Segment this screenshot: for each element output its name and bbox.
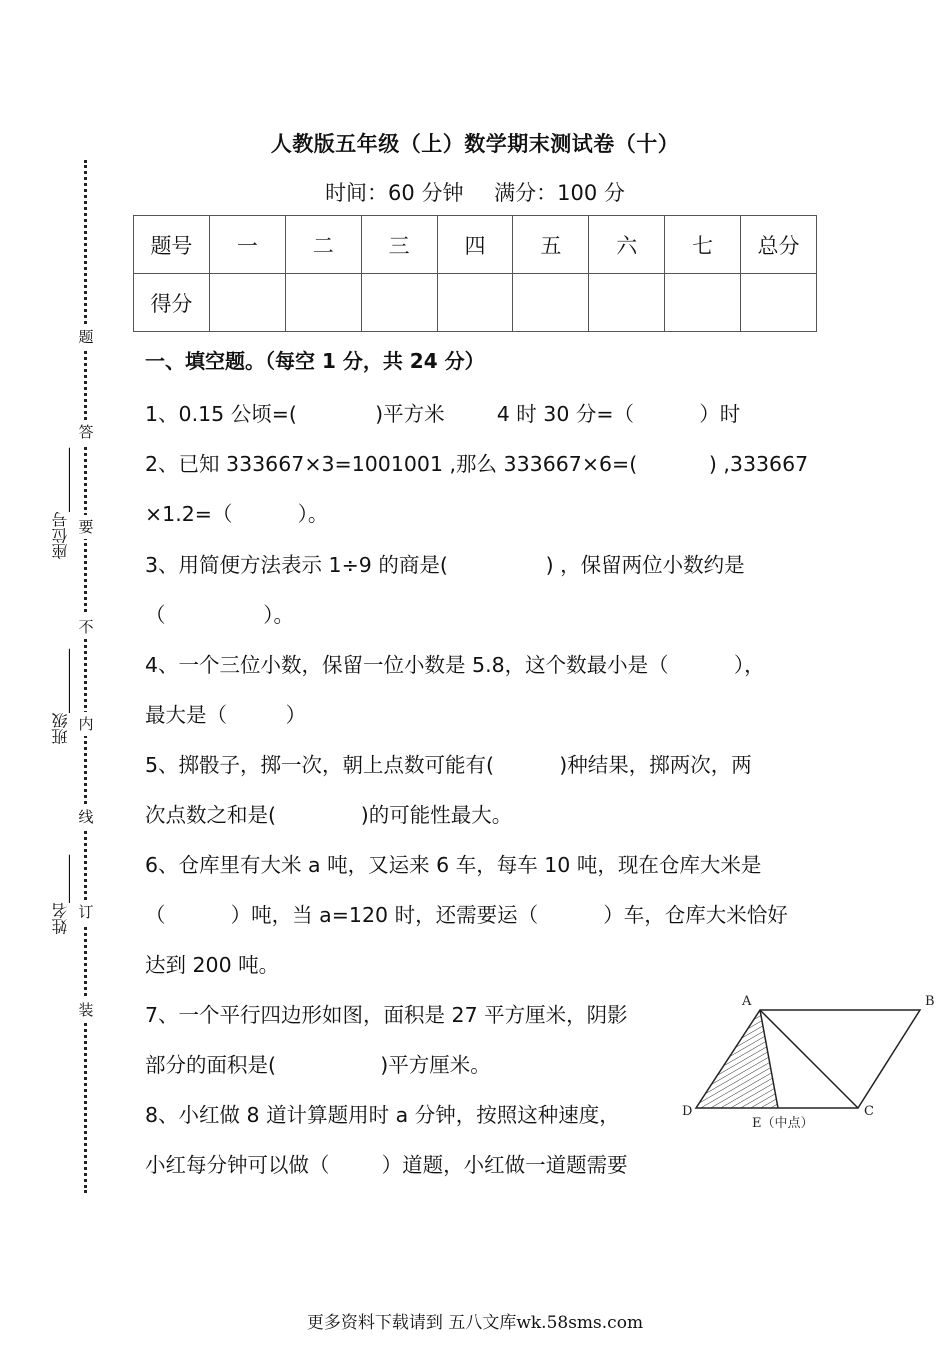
vertex-label-a: A <box>742 994 752 1009</box>
question-line: 次点数之和是( )的可能性最大。 <box>145 803 513 827</box>
score-input-cell[interactable] <box>665 274 741 332</box>
score-table-cell: 二 <box>285 216 361 274</box>
seat-number-field: 座位号________ <box>51 447 70 560</box>
question-line: 7、一个平行四边形如图，面积是 27 平方厘米，阴影 <box>145 1003 628 1027</box>
score-table-cell: 题号 <box>134 216 210 274</box>
binding-char: 装 <box>78 998 94 1022</box>
score-table-cell: 七 <box>665 216 741 274</box>
score-input-cell[interactable] <box>437 274 513 332</box>
name-label: 姓名 <box>51 902 70 935</box>
class-field: 班级________ <box>51 648 70 745</box>
question-line: （ ）吨，当 a=120 时，还需要运（ ）车，仓库大米恰好 <box>145 903 788 927</box>
question-line: 2、已知 333667×3=1001001 ,那么 333667×6=( ) ,333667 <box>145 452 809 476</box>
question-line: 部分的面积是( )平方厘米。 <box>145 1053 491 1077</box>
footer-text: 更多资料下载请到 五八文库wk.58sms.com <box>306 1313 644 1333</box>
question-line: 5、掷骰子，掷一次，朝上点数可能有( )种结果，掷两次，两 <box>145 753 752 777</box>
score-table <box>133 215 817 332</box>
question-line: 3、用简便方法表示 1÷9 的商是( ) ，保留两位小数约是 <box>145 553 745 577</box>
score-table-cell: 六 <box>589 216 665 274</box>
binding-char: 订 <box>78 900 94 924</box>
name-field: 姓名______ <box>51 854 70 935</box>
binding-char: 要 <box>78 515 94 539</box>
question-line: 6、仓库里有大米 a 吨，又运来 6 车，每车 10 吨，现在仓库大米是 <box>145 853 762 877</box>
question-line: 达到 200 吨。 <box>145 953 280 977</box>
binding-char: 线 <box>78 805 94 829</box>
score-table-cell: 三 <box>361 216 437 274</box>
question-line: 小红每分钟可以做（ ）道题，小红做一道题需要 <box>145 1153 628 1177</box>
score-input-cell[interactable] <box>209 274 285 332</box>
score-row-label: 得分 <box>134 274 210 332</box>
exam-time: 时间：60 分钟 <box>325 181 464 205</box>
question-line: （ ）。 <box>145 603 294 627</box>
vertex-label-c: C <box>864 1104 874 1119</box>
question-line: 4、一个三位小数，保留一位小数是 5.8，这个数最小是（ ）， <box>145 653 765 677</box>
question-line: 8、小红做 8 道计算题用时 a 分钟，按照这种速度， <box>145 1103 620 1127</box>
question-line: ×1.2=（ ）。 <box>145 502 329 526</box>
score-table-cell: 总分 <box>741 216 817 274</box>
page-title: 人教版五年级（上）数学期末测试卷（十） <box>270 132 680 156</box>
score-table-cell: 一 <box>209 216 285 274</box>
parallelogram-figure <box>678 988 943 1138</box>
vertex-label-e: E（中点） <box>752 1116 814 1131</box>
binding-dotted-line <box>84 160 87 1193</box>
seat-number-label: 座位号 <box>51 511 70 560</box>
score-table-cell: 四 <box>437 216 513 274</box>
exam-info <box>0 177 950 207</box>
score-input-cell[interactable] <box>589 274 665 332</box>
shaded-triangle <box>696 1010 778 1108</box>
vertex-label-d: D <box>682 1104 693 1119</box>
binding-char: 不 <box>78 615 94 639</box>
score-table-score-row <box>134 274 817 332</box>
score-input-cell[interactable] <box>513 274 589 332</box>
binding-char: 内 <box>78 712 94 736</box>
question-line: 1、0.15 公顷=( )平方米 4 时 30 分=（ ）时 <box>145 402 741 426</box>
score-input-cell[interactable] <box>741 274 817 332</box>
score-input-cell[interactable] <box>285 274 361 332</box>
class-label: 班级 <box>51 712 70 745</box>
vertex-label-b: B <box>925 994 935 1009</box>
score-table-header-row <box>134 216 817 274</box>
section-title: 一、填空题。（每空 1 分，共 24 分） <box>145 349 485 373</box>
question-line: 最大是（ ） <box>145 703 307 727</box>
exam-full-score: 满分：100 分 <box>494 181 625 205</box>
binding-char: 答 <box>78 420 94 444</box>
score-table-cell: 五 <box>513 216 589 274</box>
score-input-cell[interactable] <box>361 274 437 332</box>
binding-char: 题 <box>78 325 94 349</box>
